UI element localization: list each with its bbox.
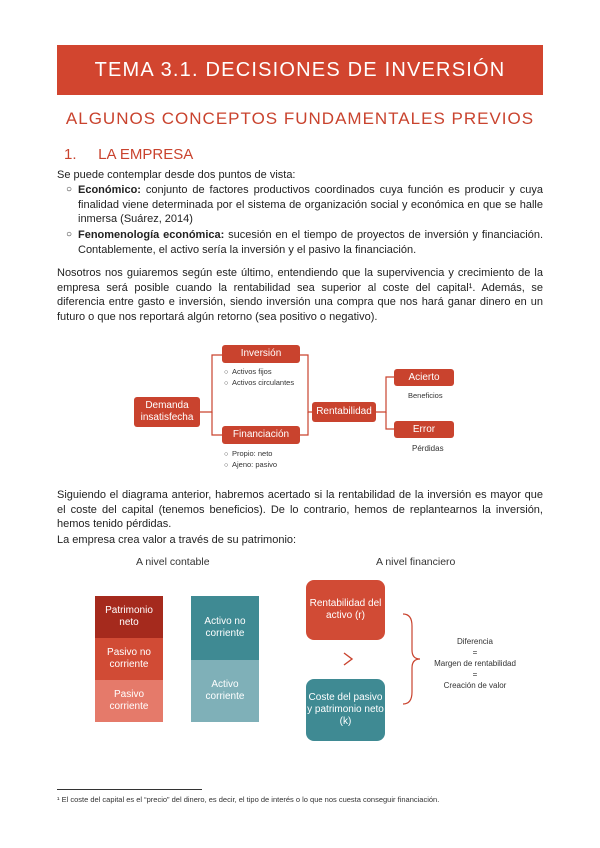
financiacion-item: ○ Ajeno: pasivo xyxy=(224,460,278,469)
rentabilidad-activo-block: Rentabilidad del activo (r) xyxy=(306,580,385,640)
error-box: Error xyxy=(394,421,454,438)
pasivo-corriente-block: Pasivo corriente xyxy=(95,680,163,722)
bullet-text: sucesión en el tiempo de proyectos de inversión y financiación. Contablemente, el activo sería la inversión y el pasivo la financiación. xyxy=(78,229,543,256)
bullet-marker: ○ xyxy=(66,184,73,195)
title-banner: TEMA 3.1. DECISIONES DE INVERSIÓN xyxy=(57,45,543,95)
rentabilidad-box: Rentabilidad xyxy=(312,402,376,422)
section-number: 1. xyxy=(64,146,77,163)
margen-text: Margen de rentabilidad xyxy=(434,659,516,668)
bullet-marker: ○ xyxy=(66,229,73,240)
contable-caption: A nivel contable xyxy=(136,556,210,568)
pasivo-no-corriente-block: Pasivo no corriente xyxy=(95,638,163,680)
page-subtitle: ALGUNOS CONCEPTOS FUNDAMENTALES PREVIOS xyxy=(65,109,535,128)
intro-text: Se puede contemplar desde dos puntos de vista: xyxy=(57,169,296,181)
paragraph-2: Siguiendo el diagrama anterior, habremos acertado si la rentabilidad de la inversión es mayor que el coste del capital (tenemos beneficios). De lo contrario, hemos de replantearnos la inversión, hemos tenido pérdidas. xyxy=(57,489,543,530)
creacion-valor-text xyxy=(420,636,530,691)
activo-corriente-block: Activo corriente xyxy=(191,660,259,722)
error-label: Pérdidas xyxy=(412,444,444,453)
inversion-item: ○ Activos circulantes xyxy=(224,378,295,387)
diferencia-text: Diferencia xyxy=(456,637,493,646)
inversion-box: Inversión xyxy=(222,345,300,363)
acierto-box: Acierto xyxy=(394,369,454,386)
inversion-item: ○ Activos fijos xyxy=(224,367,272,376)
paragraph-3: La empresa crea valor a través de su patrimonio: xyxy=(57,534,297,546)
section-title: LA EMPRESA xyxy=(98,146,194,163)
equals-1: = xyxy=(472,648,478,657)
footnote: ¹ El coste del capital es el “precio” del dinero, es decir, el tipo de interés o lo que nos cuesta conseguir financiación. xyxy=(57,795,440,804)
patrimonio-neto-block: Patrimonio neto xyxy=(95,596,163,638)
paragraph-1: Nosotros nos guiaremos según este último, entendiendo que la supervivencia y crecimiento de la empresa será posible cuando la rentabilidad sea superior al coste del capital¹. Además, se diferencia entre gasto e inversión, siendo inversión una compra que nos hará ganar dinero en un futuro o que nos reportará algún retorno (sea positivo o negativo). xyxy=(57,267,543,323)
creacion-text: Creación de valor xyxy=(443,681,507,690)
acierto-label: Beneficios xyxy=(408,391,443,400)
footnote-divider xyxy=(57,789,202,790)
inversion-items xyxy=(224,367,294,389)
bullet-term: Económico: xyxy=(78,184,141,196)
financiero-caption: A nivel financiero xyxy=(376,556,456,568)
bullet-term: Fenomenología económica: xyxy=(78,229,225,241)
financiacion-items xyxy=(224,449,277,471)
financiacion-item: ○ Propio: neto xyxy=(224,449,273,458)
coste-pasivo-block: Coste del pasivo y patrimonio neto (k) xyxy=(306,679,385,741)
equals-2: = xyxy=(472,670,478,679)
activo-no-corriente-block: Activo no corriente xyxy=(191,596,259,660)
financiacion-box: Financiación xyxy=(222,426,300,444)
bullet-text: conjunto de factores productivos coordinados cuya función es producir y cuya finalidad viene determinada por el sistema de organización social y económica en que se halle inmersa (Suárez, 2014) xyxy=(78,184,543,225)
demanda-box: Demanda insatisfecha xyxy=(134,397,200,427)
